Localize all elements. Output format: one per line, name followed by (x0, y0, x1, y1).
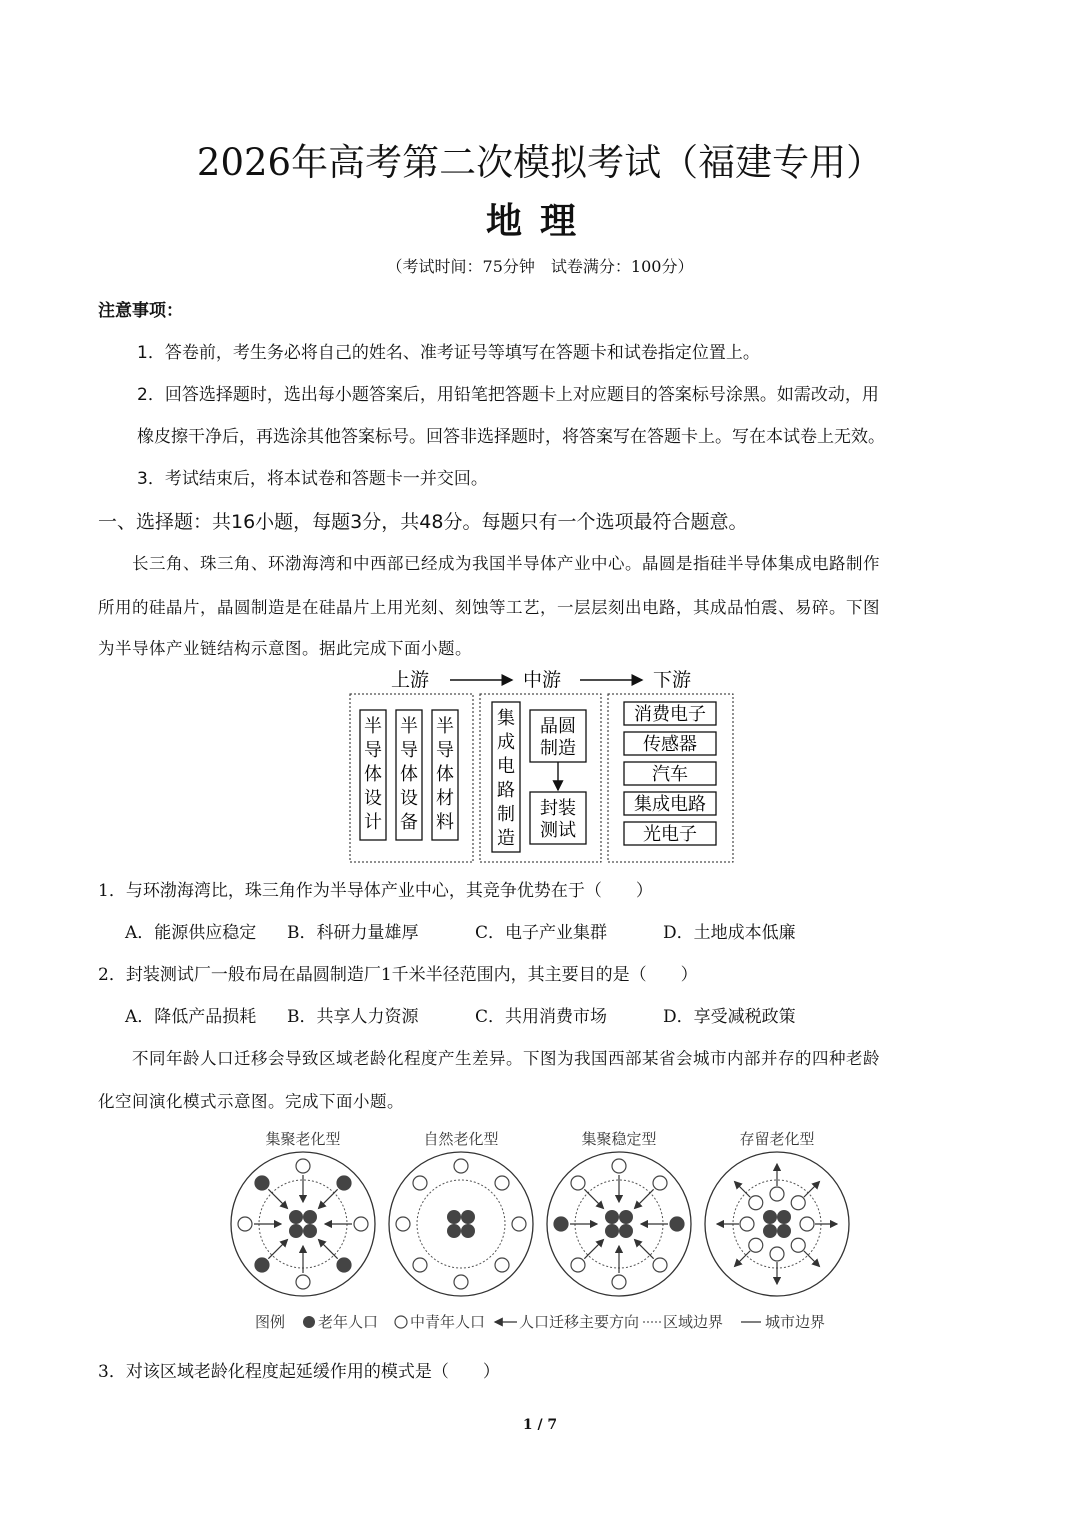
exam-time-info: （考试时间：75分钟 试卷满分：100分） (386, 257, 694, 276)
middle-age-dot (791, 1238, 805, 1252)
passage-1-line-3: 为半导体产业链结构示意图。据此完成下面小题。 (98, 639, 472, 658)
middle-age-dot (396, 1217, 410, 1231)
middle-age-dot (571, 1258, 585, 1272)
migration-arrow (319, 1189, 338, 1208)
old-population-dot (763, 1210, 777, 1224)
middle-age-dot (495, 1258, 509, 1272)
midstream-label: 中游 (522, 669, 562, 691)
middle-age-dot (653, 1176, 667, 1190)
subject-title: 地理 (485, 200, 594, 242)
legend-city: 城市边界 (765, 1313, 826, 1331)
downstream-label: 下游 (652, 669, 692, 691)
middle-age-dot (749, 1238, 763, 1252)
middle-age-dot (512, 1217, 526, 1231)
middle-age-dot (454, 1275, 468, 1289)
section-1-heading: 一、选择题：共16小题，每题3分，共48分。每题只有一个选项最符合题意。 (98, 511, 748, 533)
middle-age-dot (296, 1159, 310, 1173)
migration-arrow (268, 1240, 287, 1259)
middle-age-dot (454, 1159, 468, 1173)
middle-age-dot (238, 1217, 252, 1231)
notice-heading: 注意事项： (98, 301, 183, 321)
industry-chain-figure (340, 664, 740, 866)
downstream-item: 消费电子 (634, 704, 706, 725)
old-population-dot (447, 1224, 461, 1238)
migration-arrow (735, 1251, 751, 1267)
mode-title: 集聚稳定型 (581, 1130, 657, 1148)
q1-option-d: D．土地成本低廉 (663, 923, 796, 943)
middle-age-dot (296, 1275, 310, 1289)
up-item-design (360, 710, 386, 840)
old-population-dot (447, 1210, 461, 1224)
q1-option-a: A．能源供应稳定 (125, 923, 257, 943)
passage-2-line-2: 化空间演化模式示意图。完成下面小题。 (98, 1092, 404, 1111)
old-population-dot (605, 1224, 619, 1238)
migration-arrow (804, 1251, 820, 1267)
old-population-dot (255, 1258, 269, 1272)
old-population-dot (289, 1224, 303, 1238)
ageing-modes-figure (225, 1124, 865, 1340)
middle-age-dot (770, 1247, 784, 1261)
q2-option-a: A．降低产品损耗 (125, 1007, 257, 1027)
question-1-stem: 1．与环渤海湾比，珠三角作为半导体产业中心，其竞争优势在于（ ） (98, 881, 653, 901)
middle-age-dot (413, 1176, 427, 1190)
middle-age-dot (612, 1159, 626, 1173)
old-population-dot (461, 1224, 475, 1238)
svg-text:半导体设计: 半导体设计 (364, 716, 382, 833)
downstream-item: 集成电路 (634, 794, 706, 815)
middle-age-dot (354, 1217, 368, 1231)
svg-text:封装测试: 封装测试 (540, 798, 576, 841)
legend-region: 区域边界 (663, 1313, 724, 1331)
up-item-equipment (396, 710, 422, 840)
legend-label: 图例 (255, 1313, 286, 1331)
svg-text:晶圆制造: 晶圆制造 (540, 716, 576, 759)
svg-text:集成电路制造: 集成电路制造 (497, 708, 515, 849)
q1-option-c: C．电子产业集群 (475, 923, 608, 943)
q2-option-b: B．共享人力资源 (287, 1007, 419, 1027)
middle-age-dot (740, 1217, 754, 1231)
migration-arrow (584, 1240, 603, 1259)
middle-age-dot (791, 1196, 805, 1210)
migration-arrow (635, 1240, 654, 1259)
migration-arrow (584, 1189, 603, 1208)
migration-arrow (804, 1182, 820, 1198)
migration-arrow (268, 1189, 287, 1208)
downstream-item: 汽车 (652, 764, 688, 785)
passage-1-line-1: 长三角、珠三角、环渤海湾和中西部已经成为我国半导体产业中心。晶圆是指硅半导体集成电路制作 (132, 554, 880, 573)
legend-mid: 中青年人口 (410, 1313, 486, 1331)
old-population-dot (619, 1224, 633, 1238)
middle-age-dot (571, 1176, 585, 1190)
middle-age-dot (413, 1258, 427, 1272)
old-population-dot (605, 1210, 619, 1224)
middle-age-dot (653, 1258, 667, 1272)
notice-item-2a: 2．回答选择题时，选出每小题答案后，用铅笔把答题卡上对应题目的答案标号涂黑。如需改动，用 (137, 385, 879, 405)
downstream-items (624, 702, 716, 845)
mode-title: 集聚老化型 (265, 1130, 341, 1148)
notice-item-3: 3．考试结束后，将本试卷和答题卡一并交回。 (137, 469, 488, 489)
passage-2-line-1: 不同年龄人口迁移会导致区域老龄化程度产生差异。下图为我国西部某省会城市内部并存的四种老龄 (132, 1049, 880, 1068)
mid-wafer-manufacturing (530, 710, 586, 762)
legend-arrow: 人口迁移主要方向 (519, 1313, 640, 1331)
legend-old: 老年人口 (318, 1313, 379, 1331)
old-population-dot (337, 1258, 351, 1272)
q2-option-d: D．享受减税政策 (663, 1007, 796, 1027)
middle-age-dot (749, 1196, 763, 1210)
passage-1-line-2: 所用的硅晶片，晶圆制造是在硅晶片上用光刻、刻蚀等工艺，一层层刻出电路，其成品怕震、易碎。下图 (98, 598, 880, 617)
old-population-dot (763, 1224, 777, 1238)
upstream-label: 上游 (390, 669, 430, 691)
notice-item-1: 1．答卷前，考生务必将自己的姓名、准考证号等填写在答题卡和试卷指定位置上。 (137, 343, 760, 363)
mid-packaging-testing (530, 792, 586, 844)
migration-arrow (635, 1189, 654, 1208)
middle-age-dot (770, 1187, 784, 1201)
middle-age-dot (800, 1217, 814, 1231)
region-boundary (417, 1180, 505, 1268)
legend-old-dot (303, 1316, 315, 1328)
mode-title: 存留老化型 (739, 1130, 815, 1148)
question-3-stem: 3．对该区域老龄化程度起延缓作用的模式是（ ） (98, 1362, 500, 1382)
middle-age-dot (612, 1275, 626, 1289)
up-item-materials (432, 710, 458, 840)
old-population-dot (255, 1176, 269, 1190)
exam-title: 2026年高考第二次模拟考试（福建专用） (196, 141, 884, 184)
old-population-dot (619, 1210, 633, 1224)
legend-mid-dot (395, 1316, 407, 1328)
question-2-stem: 2．封装测试厂一般布局在晶圆制造厂1千米半径范围内，其主要目的是（ ） (98, 965, 698, 985)
old-population-dot (461, 1210, 475, 1224)
downstream-item: 光电子 (643, 824, 697, 845)
old-population-dot (337, 1176, 351, 1190)
old-population-dot (670, 1217, 684, 1231)
migration-arrow (319, 1240, 338, 1259)
old-population-dot (303, 1210, 317, 1224)
downstream-item: 传感器 (643, 734, 697, 755)
middle-age-dot (495, 1176, 509, 1190)
svg-text:半导体材料: 半导体材料 (436, 716, 454, 833)
q1-option-b: B．科研力量雄厚 (287, 923, 419, 943)
old-population-dot (303, 1224, 317, 1238)
old-population-dot (777, 1224, 791, 1238)
old-population-dot (554, 1217, 568, 1231)
mode-title: 自然老化型 (423, 1130, 499, 1148)
mid-ic-manufacturing (492, 702, 520, 852)
notice-item-2b: 橡皮擦干净后，再选涂其他答案标号。回答非选择题时，将答案写在答题卡上。写在本试卷上无效。 (137, 427, 885, 447)
svg-text:半导体设备: 半导体设备 (400, 716, 418, 833)
q2-option-c: C．共用消费市场 (475, 1007, 608, 1027)
old-population-dot (777, 1210, 791, 1224)
page-number: 1 / 7 (522, 1417, 558, 1433)
old-population-dot (289, 1210, 303, 1224)
migration-arrow (735, 1182, 751, 1198)
